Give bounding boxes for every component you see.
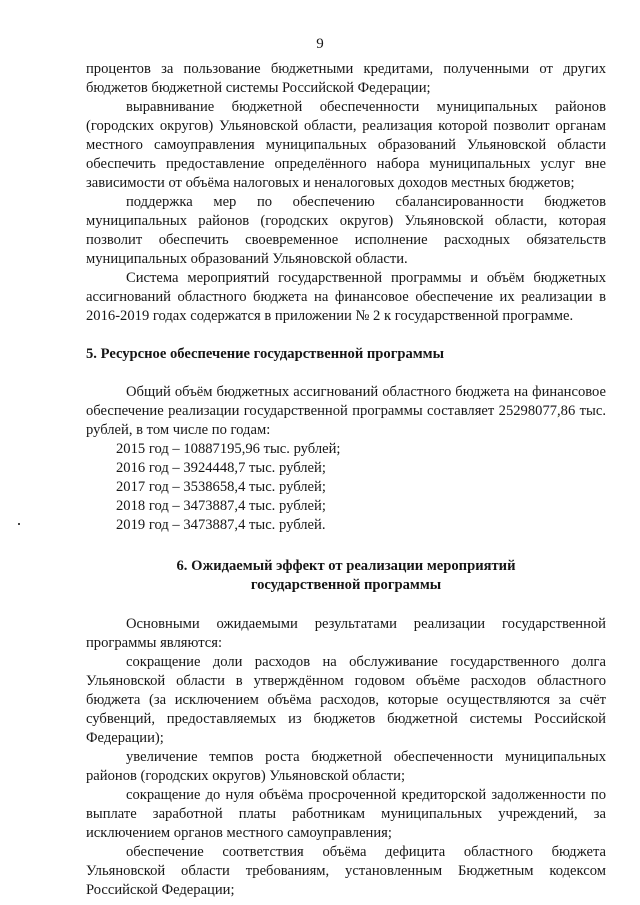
result-debt-service-reduction: сокращение доли расходов на обслуживание государственного долга Ульяновской области в утверждённом годовом объёме расходов областного бюджета (за исключением объёма расходов, которые осуществляются за счёт субвенций, предоставляемых из бюджетов бюджетной системы Российской Федерации); xyxy=(86,654,606,746)
paragraph-measures-system: Система мероприятий государственной программы и объём бюджетных ассигнований областного бюджета на финансовое обеспечение их реализации в 2016-2019 годах содержатся в приложении № 2 к государственной программе. xyxy=(86,270,606,324)
funding-year-item: 2017 год – 3538658,4 тыс. рублей; xyxy=(116,479,326,495)
result-budget-growth: увеличение темпов роста бюджетной обеспеченности муниципальных районов (городских округов) Ульяновской области; xyxy=(86,749,606,784)
result-arrears-zero: сокращение до нуля объёма просроченной кредиторской задолженности по выплате заработной платы работникам муниципальных учреждений, за исключением органов местного самоуправления; xyxy=(86,787,606,841)
section-6-heading xyxy=(86,557,606,595)
paragraph-balance-support: поддержка мер по обеспечению сбалансированности бюджетов муниципальных районов (городских округов) Ульяновской области, которая позволит обеспечить своевременное исполнение расходных обязательств муниципальных образований Ульяновской области. xyxy=(86,194,606,267)
section-6-intro: Основными ожидаемыми результатами реализации государственной программы являются: xyxy=(86,616,606,651)
scan-artifact-dot xyxy=(18,523,20,525)
funding-year-item: 2016 год – 3924448,7 тыс. рублей; xyxy=(116,460,326,476)
section-6-heading-line-1: 6. Ожидаемый эффект от реализации мероприятий xyxy=(176,558,516,574)
result-deficit-compliance: обеспечение соответствия объёма дефицита областного бюджета Ульяновской области требованиям, установленным Бюджетным кодексом Российской Федерации; xyxy=(86,844,606,898)
funding-year-item: 2018 год – 3473887,4 тыс. рублей; xyxy=(116,498,326,514)
funding-by-year-list xyxy=(86,440,606,535)
section-5-heading: 5. Ресурсное обеспечение государственной программы xyxy=(86,346,445,362)
paragraph-continuation: процентов за пользование бюджетными кредитами, полученными от других бюджетов бюджетной системы Российской Федерации; xyxy=(86,61,606,96)
section-6-heading-line-2: государственной программы xyxy=(250,577,442,593)
paragraph-equalization: выравнивание бюджетной обеспеченности муниципальных районов (городских округов) Ульяновской области, реализация которой позволит органам местного самоуправления муниципальных образований Ульяновской области обеспечить предоставление определённого набора муниципальных услуг вне зависимости от объёма налоговых и неналоговых доходов местных бюджетов; xyxy=(86,99,606,191)
document-body xyxy=(86,60,606,900)
funding-year-item: 2015 год – 10887195,96 тыс. рублей; xyxy=(116,441,341,457)
funding-year-item: 2019 год – 3473887,4 тыс. рублей. xyxy=(116,517,326,533)
page-number: 9 xyxy=(316,36,324,52)
section-5-intro: Общий объём бюджетных ассигнований областного бюджета на финансовое обеспечение реализации государственной программы составляет 25298077,86 тыс. рублей, в том числе по годам: xyxy=(86,384,606,438)
